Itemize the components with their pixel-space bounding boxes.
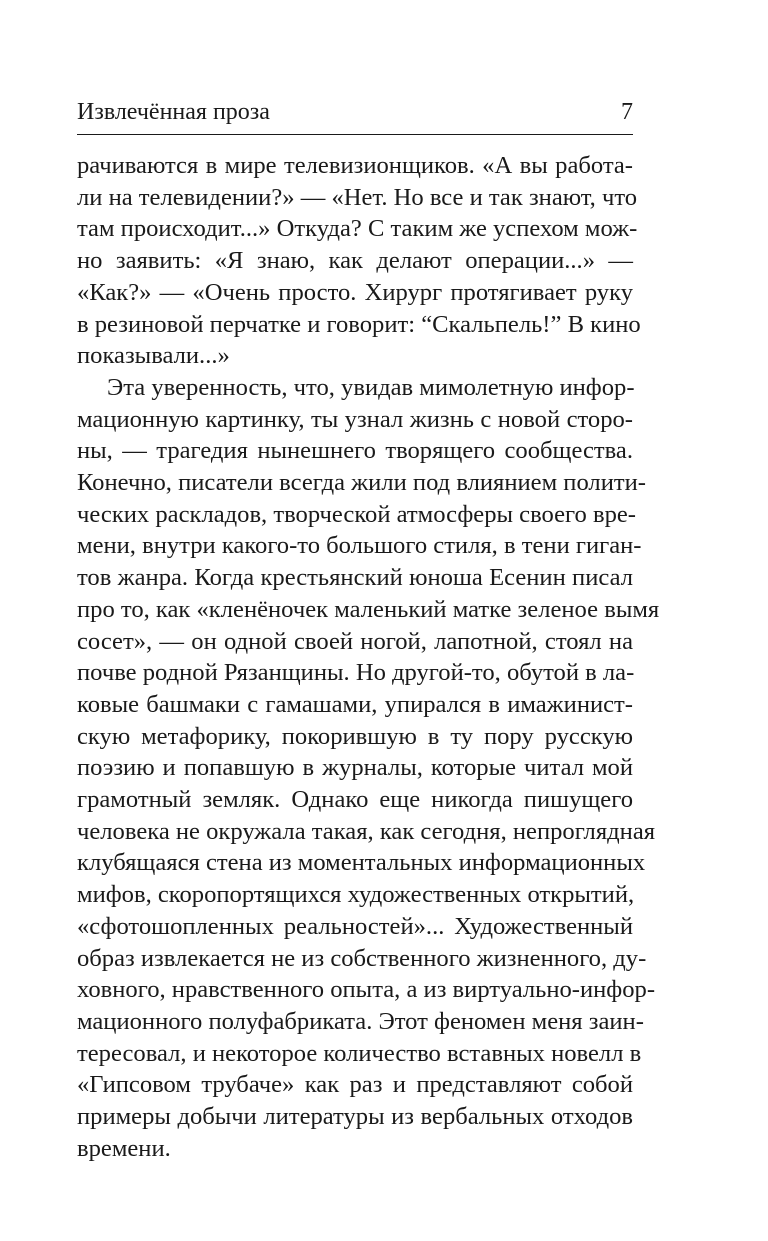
text-line: Эта уверенность, что, увидав мимолетную инфор- xyxy=(107,373,635,401)
text-line: мационную картинку, ты узнал жизнь с новой сторо- xyxy=(77,405,633,433)
text-line: тересовал, и некоторое количество вставных новелл в xyxy=(77,1039,642,1067)
text-line: показывали...» xyxy=(77,342,230,370)
text-line: ны, — трагедия нынешнего творящего сообщества. xyxy=(77,437,633,465)
text-line: Конечно, писатели всегда жили под влиянием полити- xyxy=(77,469,646,497)
text-line: «Как?» — «Очень просто. Хирург протягивает руку xyxy=(77,278,633,306)
page-number: 7 xyxy=(621,99,633,125)
text-line: там происходит...» Откуда? С таким же успехом мож- xyxy=(77,215,638,243)
text-line: примеры добычи литературы из вербальных отходов xyxy=(77,1103,633,1131)
text-line: почве родной Рязанщины. Но другой-то, обутой в ла- xyxy=(77,659,635,687)
text-line: тов жанра. Когда крестьянский юноша Есенин писал xyxy=(77,564,633,592)
text-line: образ извлекается не из собственного жизненного, ду- xyxy=(77,944,647,972)
body-text xyxy=(77,150,660,1165)
text-line: человека не окружала такая, как сегодня, непроглядная xyxy=(77,817,656,845)
text-line: но заявить: «Я знаю, как делают операции...» — xyxy=(77,247,633,275)
text-line: клубящаяся стена из моментальных информационных xyxy=(77,849,646,877)
text-line: грамотный земляк. Однако еще никогда пишущего xyxy=(77,786,633,814)
running-header xyxy=(77,92,633,132)
paragraph xyxy=(77,150,641,372)
text-line: рачиваются в мире телевизионщиков. «А вы работа- xyxy=(77,152,633,179)
text-line: «Гипсовом трубаче» как раз и представляют собой xyxy=(77,1071,633,1099)
header-rule xyxy=(77,134,633,135)
text-line: ческих раскладов, творческой атмосферы своего вре- xyxy=(77,500,636,528)
text-line: мифов, скоропортящихся художественных открытий, xyxy=(77,881,635,909)
text-line: мационного полуфабриката. Этот феномен меня заин- xyxy=(77,1007,644,1035)
running-title: Извлечённая проза xyxy=(77,99,270,125)
text-line: сосет», — он одной своей ногой, лапотной, стоял на xyxy=(77,627,633,655)
text-line: поэзию и попавшую в журналы, которые читал мой xyxy=(77,754,633,782)
text-line: в резиновой перчатке и говорит: “Скальпель!” В кино xyxy=(77,310,641,338)
text-line: про то, как «кленёночек маленький матке зеленое вымя xyxy=(77,595,660,623)
text-line: ли на телевидении?» — «Нет. Но все и так знают, что xyxy=(77,183,638,211)
paragraph xyxy=(77,372,660,1165)
text-line: времени. xyxy=(77,1134,171,1162)
text-line: ховного, нравственного опыта, а из виртуально-инфор- xyxy=(77,976,656,1004)
text-line: ковые башмаки с гамашами, упирался в имажинист- xyxy=(77,690,633,718)
text-line: «сфотошопленных реальностей»... Художественный xyxy=(77,912,633,940)
text-line: скую метафорику, покорившую в ту пору русскую xyxy=(77,722,633,750)
book-page xyxy=(77,0,660,1241)
text-line: мени, внутри какого-то большого стиля, в тени гиган- xyxy=(77,532,642,560)
